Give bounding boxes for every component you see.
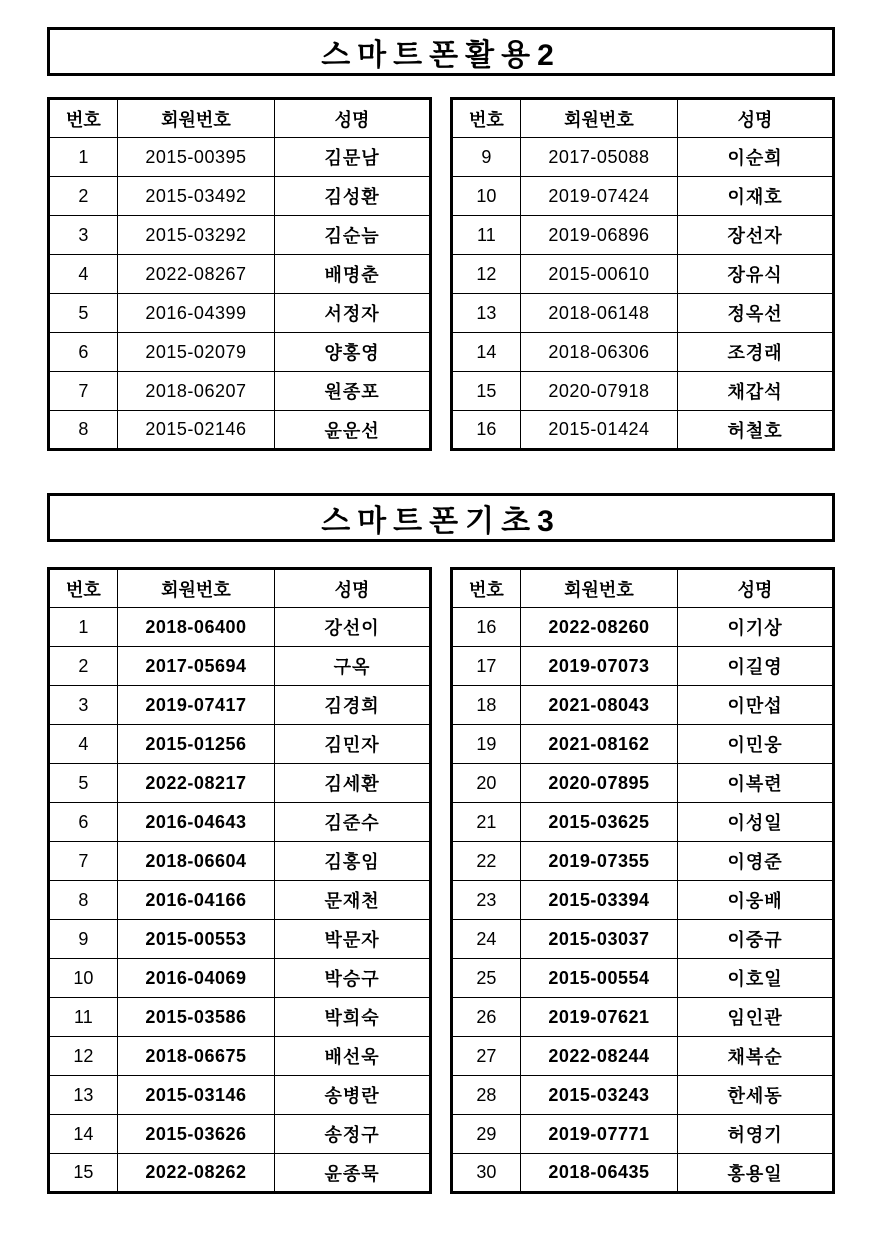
member-number: 2019-07073 xyxy=(520,647,677,686)
member-number: 2015-03626 xyxy=(117,1115,274,1154)
row-number: 2 xyxy=(49,647,118,686)
col-header-no: 번호 xyxy=(452,99,521,138)
row-number: 24 xyxy=(452,920,521,959)
member-number: 2018-06148 xyxy=(520,294,677,333)
table-row xyxy=(49,138,431,177)
member-number: 2018-06400 xyxy=(117,608,274,647)
table-row xyxy=(49,920,431,959)
section2-right-table xyxy=(450,567,835,1194)
row-number: 13 xyxy=(452,294,521,333)
table-row xyxy=(452,294,834,333)
row-number: 16 xyxy=(452,411,521,450)
col-header-member-no: 회원번호 xyxy=(117,99,274,138)
table-row xyxy=(49,803,431,842)
member-number: 2015-00554 xyxy=(520,959,677,998)
member-number: 2019-06896 xyxy=(520,216,677,255)
row-number: 11 xyxy=(49,998,118,1037)
member-number: 2022-08267 xyxy=(117,255,274,294)
row-number: 22 xyxy=(452,842,521,881)
header-row xyxy=(452,99,834,138)
member-name: 구옥 xyxy=(275,647,431,686)
row-number: 6 xyxy=(49,803,118,842)
table-row xyxy=(452,959,834,998)
member-name: 이호일 xyxy=(678,959,834,998)
member-name: 이기상 xyxy=(678,608,834,647)
row-number: 26 xyxy=(452,998,521,1037)
member-number: 2018-06675 xyxy=(117,1037,274,1076)
row-number: 18 xyxy=(452,686,521,725)
member-name: 문재천 xyxy=(275,881,431,920)
table-row xyxy=(49,372,431,411)
row-number: 3 xyxy=(49,216,118,255)
table-row xyxy=(452,647,834,686)
member-name: 양홍영 xyxy=(275,333,431,372)
table-row xyxy=(49,294,431,333)
member-name: 김순늠 xyxy=(275,216,431,255)
row-number: 1 xyxy=(49,608,118,647)
member-number: 2019-07424 xyxy=(520,177,677,216)
member-number: 2019-07771 xyxy=(520,1115,677,1154)
table-row xyxy=(452,764,834,803)
member-number: 2022-08244 xyxy=(520,1037,677,1076)
col-header-name: 성명 xyxy=(275,99,431,138)
member-name: 박희숙 xyxy=(275,998,431,1037)
member-name: 이성일 xyxy=(678,803,834,842)
table-row xyxy=(452,333,834,372)
member-name: 박승구 xyxy=(275,959,431,998)
table-row xyxy=(452,998,834,1037)
row-number: 1 xyxy=(49,138,118,177)
section1-left-table xyxy=(47,97,432,451)
member-name: 장선자 xyxy=(678,216,834,255)
member-name: 이만섭 xyxy=(678,686,834,725)
col-header-name: 성명 xyxy=(678,569,834,608)
row-number: 4 xyxy=(49,255,118,294)
table-row xyxy=(49,255,431,294)
header-row xyxy=(49,99,431,138)
member-name: 이중규 xyxy=(678,920,834,959)
row-number: 13 xyxy=(49,1076,118,1115)
row-number: 14 xyxy=(49,1115,118,1154)
table-row xyxy=(49,333,431,372)
member-number: 2016-04069 xyxy=(117,959,274,998)
row-number: 23 xyxy=(452,881,521,920)
table-row xyxy=(452,411,834,450)
table-row xyxy=(49,411,431,450)
row-number: 3 xyxy=(49,686,118,725)
member-name: 허영기 xyxy=(678,1115,834,1154)
row-number: 5 xyxy=(49,294,118,333)
member-name: 채갑석 xyxy=(678,372,834,411)
table-row xyxy=(452,255,834,294)
row-number: 28 xyxy=(452,1076,521,1115)
member-number: 2015-02146 xyxy=(117,411,274,450)
row-number: 6 xyxy=(49,333,118,372)
table-row xyxy=(452,881,834,920)
member-number: 2015-03586 xyxy=(117,998,274,1037)
table-row xyxy=(452,138,834,177)
table-row xyxy=(49,998,431,1037)
section2-tables xyxy=(47,567,835,1194)
table-row xyxy=(452,608,834,647)
table-row xyxy=(452,216,834,255)
member-name: 조경래 xyxy=(678,333,834,372)
table-row xyxy=(452,1037,834,1076)
row-number: 20 xyxy=(452,764,521,803)
member-number: 2018-06435 xyxy=(520,1154,677,1193)
member-number: 2015-03037 xyxy=(520,920,677,959)
member-name: 이복련 xyxy=(678,764,834,803)
member-name: 김경희 xyxy=(275,686,431,725)
member-number: 2015-01256 xyxy=(117,725,274,764)
member-name: 강선이 xyxy=(275,608,431,647)
table-row xyxy=(49,881,431,920)
member-name: 이재호 xyxy=(678,177,834,216)
member-number: 2018-06207 xyxy=(117,372,274,411)
table-row xyxy=(452,177,834,216)
member-number: 2020-07895 xyxy=(520,764,677,803)
row-number: 12 xyxy=(49,1037,118,1076)
header-row xyxy=(49,569,431,608)
col-header-no: 번호 xyxy=(452,569,521,608)
member-number: 2018-06306 xyxy=(520,333,677,372)
member-name: 임인관 xyxy=(678,998,834,1037)
row-number: 25 xyxy=(452,959,521,998)
table-row xyxy=(49,1154,431,1193)
member-number: 2022-08260 xyxy=(520,608,677,647)
member-number: 2016-04643 xyxy=(117,803,274,842)
member-name: 원종포 xyxy=(275,372,431,411)
member-name: 이웅배 xyxy=(678,881,834,920)
table-row xyxy=(49,608,431,647)
row-number: 9 xyxy=(49,920,118,959)
member-name: 김민자 xyxy=(275,725,431,764)
member-number: 2018-06604 xyxy=(117,842,274,881)
member-number: 2015-03492 xyxy=(117,177,274,216)
row-number: 19 xyxy=(452,725,521,764)
table-row xyxy=(49,177,431,216)
row-number: 4 xyxy=(49,725,118,764)
row-number: 5 xyxy=(49,764,118,803)
row-number: 8 xyxy=(49,881,118,920)
member-number: 2017-05088 xyxy=(520,138,677,177)
member-number: 2015-00610 xyxy=(520,255,677,294)
member-name: 홍용일 xyxy=(678,1154,834,1193)
member-number: 2016-04166 xyxy=(117,881,274,920)
member-name: 한세동 xyxy=(678,1076,834,1115)
table-row xyxy=(452,920,834,959)
member-number: 2021-08162 xyxy=(520,725,677,764)
col-header-member-no: 회원번호 xyxy=(117,569,274,608)
member-name: 이길영 xyxy=(678,647,834,686)
member-name: 김홍임 xyxy=(275,842,431,881)
col-header-no: 번호 xyxy=(49,99,118,138)
table-row xyxy=(452,803,834,842)
member-name: 윤종묵 xyxy=(275,1154,431,1193)
col-header-no: 번호 xyxy=(49,569,118,608)
table-row xyxy=(49,1037,431,1076)
member-name: 장유식 xyxy=(678,255,834,294)
member-name: 김준수 xyxy=(275,803,431,842)
table-row xyxy=(49,1076,431,1115)
member-number: 2019-07621 xyxy=(520,998,677,1037)
col-header-name: 성명 xyxy=(678,99,834,138)
table-row xyxy=(49,842,431,881)
section2-left-table xyxy=(47,567,432,1194)
member-name: 배명춘 xyxy=(275,255,431,294)
row-number: 17 xyxy=(452,647,521,686)
section2-title: 스마트폰기초3 xyxy=(47,493,835,542)
table-row xyxy=(452,725,834,764)
member-number: 2015-03292 xyxy=(117,216,274,255)
member-number: 2015-03394 xyxy=(520,881,677,920)
member-name: 김성환 xyxy=(275,177,431,216)
member-number: 2015-03625 xyxy=(520,803,677,842)
col-header-member-no: 회원번호 xyxy=(520,569,677,608)
row-number: 16 xyxy=(452,608,521,647)
row-number: 30 xyxy=(452,1154,521,1193)
member-name: 김문남 xyxy=(275,138,431,177)
member-number: 2019-07417 xyxy=(117,686,274,725)
member-name: 채복순 xyxy=(678,1037,834,1076)
table-row xyxy=(452,1115,834,1154)
member-number: 2015-00395 xyxy=(117,138,274,177)
table-row xyxy=(452,842,834,881)
member-name: 윤운선 xyxy=(275,411,431,450)
header-row xyxy=(452,569,834,608)
table-row xyxy=(452,1154,834,1193)
table-row xyxy=(49,959,431,998)
table-row xyxy=(452,686,834,725)
row-number: 12 xyxy=(452,255,521,294)
member-number: 2015-00553 xyxy=(117,920,274,959)
table-row xyxy=(49,647,431,686)
table-row xyxy=(49,764,431,803)
section1-right-table xyxy=(450,97,835,451)
row-number: 8 xyxy=(49,411,118,450)
member-number: 2020-07918 xyxy=(520,372,677,411)
table-row xyxy=(49,1115,431,1154)
row-number: 7 xyxy=(49,842,118,881)
section1-tables xyxy=(47,97,835,451)
row-number: 15 xyxy=(452,372,521,411)
row-number: 2 xyxy=(49,177,118,216)
row-number: 29 xyxy=(452,1115,521,1154)
member-number: 2015-03146 xyxy=(117,1076,274,1115)
row-number: 11 xyxy=(452,216,521,255)
table-row xyxy=(452,372,834,411)
member-number: 2019-07355 xyxy=(520,842,677,881)
member-name: 송병란 xyxy=(275,1076,431,1115)
member-name: 이순희 xyxy=(678,138,834,177)
row-number: 14 xyxy=(452,333,521,372)
member-name: 정옥선 xyxy=(678,294,834,333)
col-header-member-no: 회원번호 xyxy=(520,99,677,138)
member-name: 박문자 xyxy=(275,920,431,959)
row-number: 21 xyxy=(452,803,521,842)
member-name: 이민웅 xyxy=(678,725,834,764)
table-row xyxy=(452,1076,834,1115)
table-row xyxy=(49,216,431,255)
member-number: 2022-08217 xyxy=(117,764,274,803)
row-number: 15 xyxy=(49,1154,118,1193)
member-number: 2015-02079 xyxy=(117,333,274,372)
member-number: 2017-05694 xyxy=(117,647,274,686)
member-name: 이영준 xyxy=(678,842,834,881)
row-number: 7 xyxy=(49,372,118,411)
member-name: 허철호 xyxy=(678,411,834,450)
row-number: 10 xyxy=(452,177,521,216)
row-number: 10 xyxy=(49,959,118,998)
member-name: 서정자 xyxy=(275,294,431,333)
section1-title: 스마트폰활용2 xyxy=(47,27,835,76)
member-number: 2015-01424 xyxy=(520,411,677,450)
member-number: 2015-03243 xyxy=(520,1076,677,1115)
table-row xyxy=(49,686,431,725)
member-name: 송정구 xyxy=(275,1115,431,1154)
member-number: 2022-08262 xyxy=(117,1154,274,1193)
col-header-name: 성명 xyxy=(275,569,431,608)
member-number: 2016-04399 xyxy=(117,294,274,333)
row-number: 27 xyxy=(452,1037,521,1076)
member-number: 2021-08043 xyxy=(520,686,677,725)
member-name: 김세환 xyxy=(275,764,431,803)
row-number: 9 xyxy=(452,138,521,177)
table-row xyxy=(49,725,431,764)
member-name: 배선욱 xyxy=(275,1037,431,1076)
